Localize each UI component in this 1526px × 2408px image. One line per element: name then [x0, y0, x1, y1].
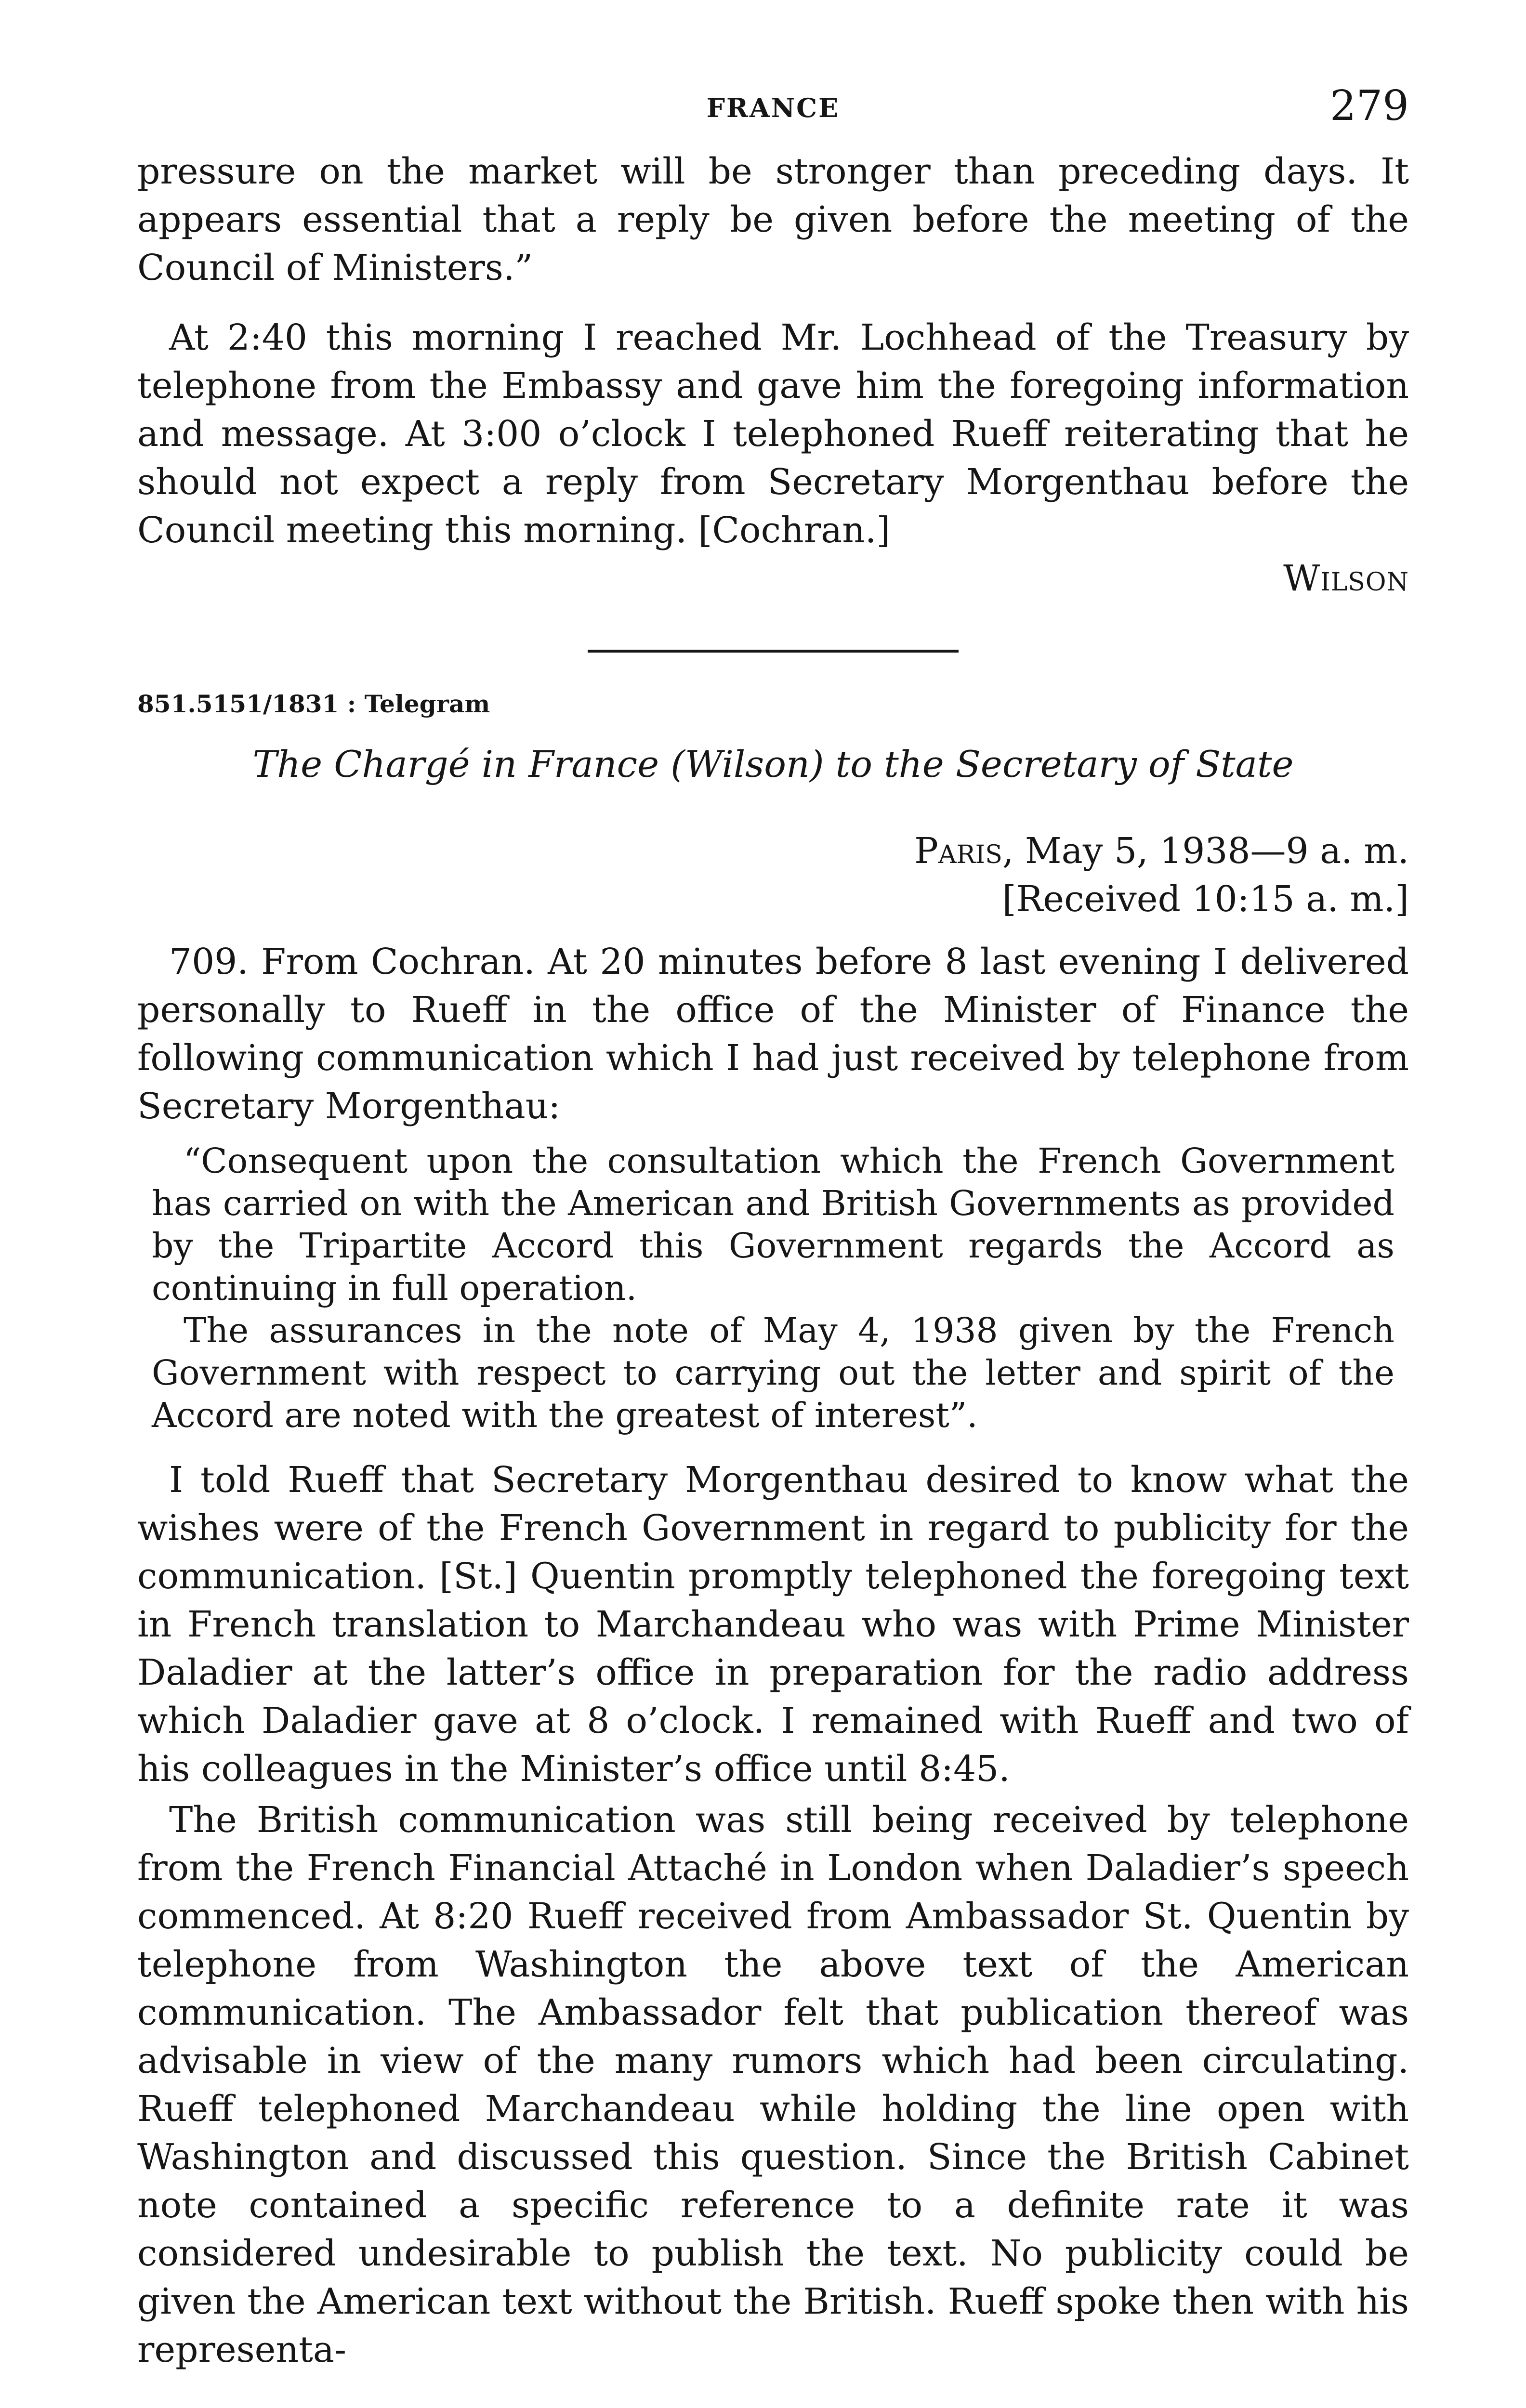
received-line: [Received 10:15 a. m.]: [1002, 878, 1409, 920]
signature: Wilson: [1283, 558, 1409, 599]
dateline-place: Paris: [914, 830, 1002, 872]
document-title: The Chargé in France (Wilson) to the Secretary of State: [252, 743, 1294, 785]
dateline: [137, 827, 1409, 875]
running-head: FRANCE: [706, 92, 840, 123]
page-header: [137, 82, 1409, 144]
paragraph-lochhead: At 2:40 this morning I reached Mr. Lochhead of the Treasury by telephone from the Embassy and gave him the foregoing information and message. At 3:00 o’clock I telephoned Rueff reiterating that he should not expect a reply from Secretary Morgenthau before the Council meeting this morning. [Cochran.]: [137, 317, 1409, 551]
paragraph-continued: pressure on the market will be stronger than preceding days. It appears essential that a reply be given before the meeting of the Council of Ministers.”: [137, 151, 1409, 288]
quoted-communication: “Consequent upon the consultation which the French Government has carried on with the American and British Governments as provided by the Tripartite Accord this Government regards the Accord as continuing in full operation.: [152, 1141, 1394, 1308]
paragraph-from-cochran: 709. From Cochran. At 20 minutes before 8 last evening I delivered personally to Rueff in the office of the Minister of Finance the following communication which I had just received by telephone from Secretary Morgenthau:: [137, 941, 1409, 1127]
page: [137, 82, 1409, 2374]
page-number: 279: [1329, 82, 1409, 130]
dateline-date: , May 5, 1938—9 a. m.: [1002, 830, 1409, 872]
paragraph-publicity: I told Rueff that Secretary Morgenthau desired to know what the wishes were of the French Government in regard to publicity for the communication. [St.] Quentin promptly telephoned the foregoing text in French translation to Marchandeau who was with Prime Minister Daladier at the latter’s office in preparation for the radio address which Daladier gave at 8 o’clock. I remained with Rueff and two of his colleagues in the Minister’s office until 8:45.: [137, 1459, 1409, 1790]
paragraph-british-communication: The British communication was still being received by telephone from the French Financial Attaché in London when Daladier’s speech commenced. At 8:20 Rueff received from Ambassador St. Quentin by telephone from Washington the above text of the American communication. The Ambassador felt that publication thereof was advisable in view of the many rumors which had been circulating. Rueff telephoned Marchandeau while holding the line open with Washington and discussed this question. Since the British Cabinet note contained a specific reference to a definite rate it was considered undesirable to publish the text. No publicity could be given the American text without the British. Rueff spoke then with his representa-: [137, 1799, 1409, 2370]
section-divider: [588, 650, 959, 653]
file-number: 851.5151/1831 : Telegram: [137, 690, 490, 718]
quoted-communication-continued: The assurances in the note of May 4, 1938 given by the French Government with respect to carrying out the letter and spirit of the Accord are noted with the greatest of interest”.: [152, 1310, 1394, 1435]
